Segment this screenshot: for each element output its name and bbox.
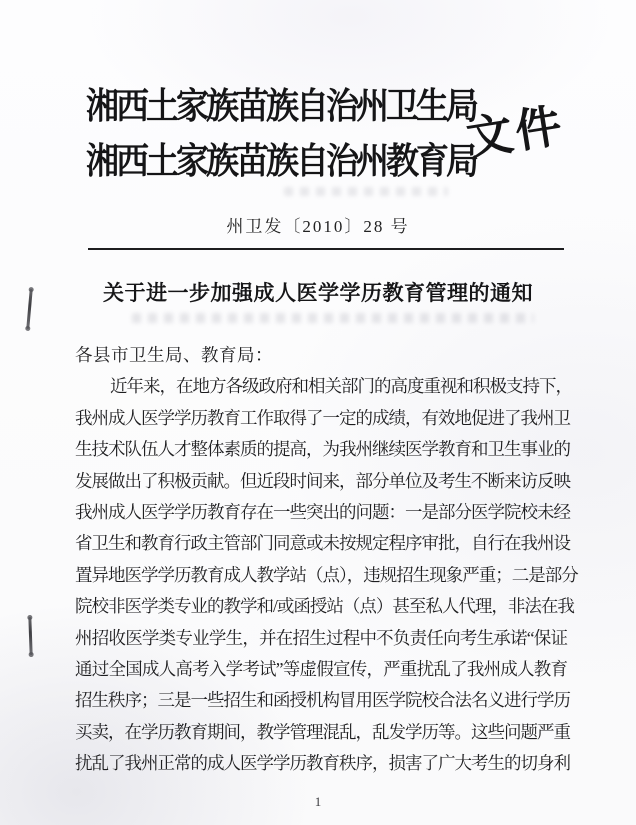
- body-line: 我州成人医学学历教育存在一些突出的问题：一是部分医学院校未经: [75, 501, 570, 522]
- letterhead-agency-education-bureau: 湘西土家族苗族自治州教育局: [86, 140, 476, 181]
- body-line: 州招收医学类专业学生，并在招生过程中不负责任向考生承诺“保证: [75, 627, 567, 648]
- bleed-through-artifact: [132, 313, 534, 323]
- body-line: 扰乱了我州正常的成人医学学历教育秩序，损害了广大考生的切身利: [75, 753, 570, 774]
- staple-mark-bottom: [28, 617, 32, 655]
- letterhead-agency-health-bureau: 湘西土家族苗族自治州卫生局: [86, 85, 476, 126]
- document-body: [75, 340, 578, 779]
- letterhead-document-label: 文件: [463, 98, 568, 166]
- document-title: 关于进一步加强成人医学学历教育管理的通知: [103, 282, 533, 305]
- body-salutation: 各县市卫生局、教育局：: [75, 345, 273, 365]
- body-line: 近年来，在地方各级政府和相关部门的高度重视和积极支持下，: [110, 376, 572, 397]
- page-number: 1: [314, 794, 322, 809]
- bleed-through-artifact: [284, 187, 448, 196]
- body-line: 发展做出了积极贡献。但近段时间来，部分单位及考生不断来访反映: [75, 470, 570, 491]
- body-line: 通过全国成人高考入学考试”等虚假宣传，严重扰乱了我州成人教育: [75, 658, 567, 679]
- body-line: 省卫生和教育行政主管部门同意或未按规定程序审批，自行在我州设: [75, 533, 570, 554]
- letterhead-divider-rule: [88, 248, 564, 250]
- body-line: 我州成人医学学历教育工作取得了一定的成绩，有效地促进了我州卫: [75, 407, 570, 428]
- body-line: 生技术队伍人才整体素质的提高，为我州继续医学教育和卫生事业的: [75, 439, 570, 460]
- body-line: 置异地医学学历教育成人教学站（点），违规招生现象严重；二是部分: [75, 564, 578, 585]
- body-line: 院校非医学类专业的教学和/或函授站（点）甚至私人代理，非法在我: [75, 596, 574, 617]
- body-line: 招生秩序；三是一些招生和函授机构冒用医学院校合法名义进行学历: [75, 690, 570, 711]
- document-number: 州卫发〔2010〕28 号: [226, 217, 410, 236]
- body-line: 买卖，在学历教育期间，教学管理混乱，乱发学历等。这些问题严重: [75, 721, 570, 742]
